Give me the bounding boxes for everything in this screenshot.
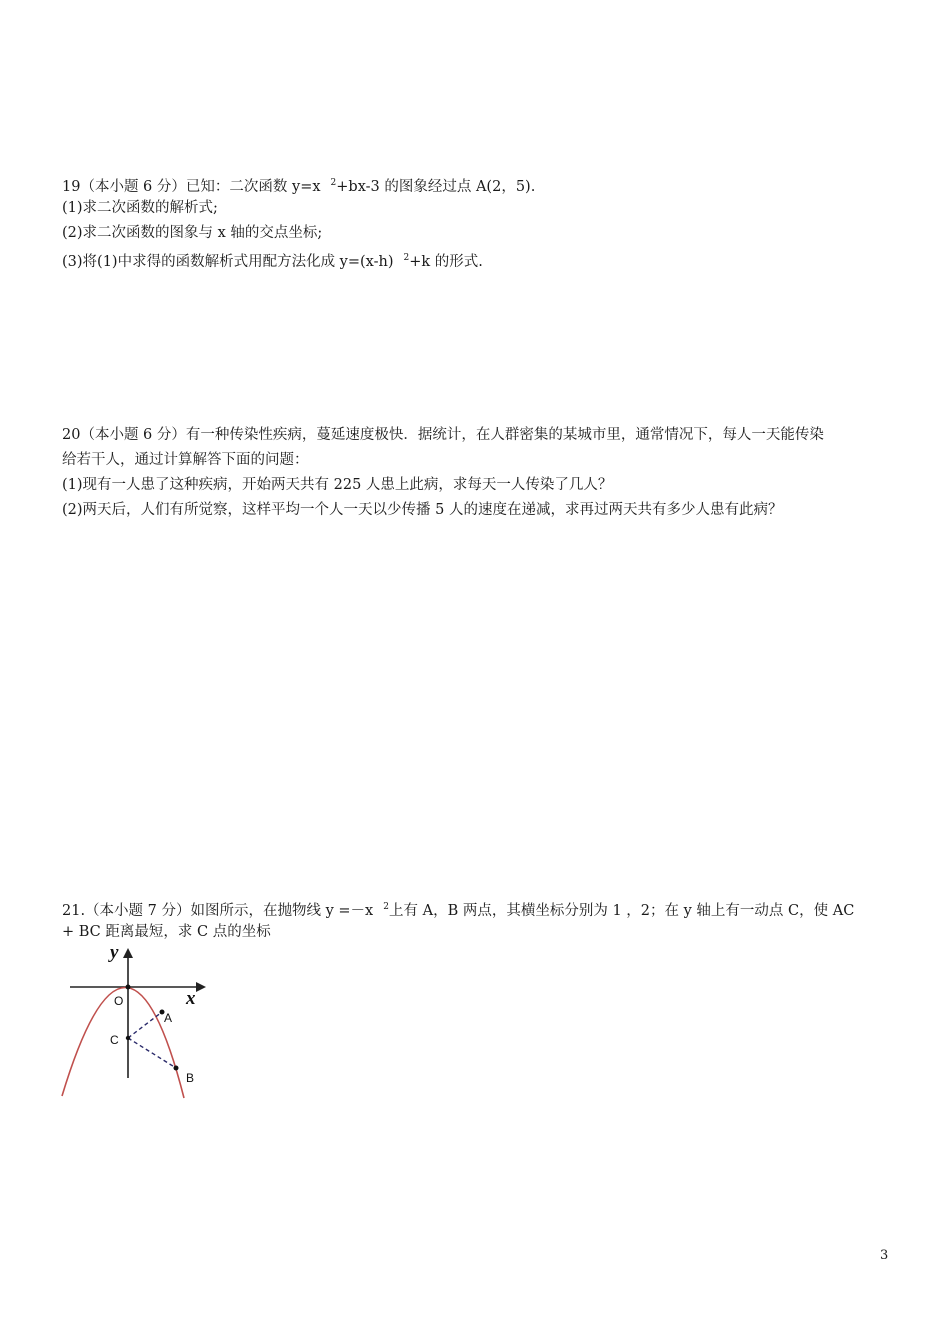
label-a: A xyxy=(164,1011,173,1025)
label-b: B xyxy=(186,1071,195,1085)
parabola-figure xyxy=(58,940,223,1100)
point-c xyxy=(126,1036,130,1040)
page-number: 3 xyxy=(880,1248,889,1263)
label-x: x xyxy=(186,988,196,1009)
q21-line-2: + BC 距离最短，求 C 点的坐标 xyxy=(62,924,271,940)
q19-line-4: (3)将(1)中求得的函数解析式用配方法化成 y=(x-h) $^2$+k 的形式. xyxy=(62,253,483,270)
q19-line-2: (1)求二次函数的解析式; xyxy=(62,200,218,216)
point-o xyxy=(126,985,131,990)
q19-line-1: 19（本小题 6 分）已知：二次函数 y=x $^2$+bx-3 的图象经过点 A(2，5). xyxy=(62,178,536,195)
label-c: C xyxy=(110,1033,119,1047)
q21-line-1: 21.（本小题 7 分）如图所示，在抛物线 y =－x $^2$上有 A，B 两点，其横坐标分别为 1 ，2；在 y 轴上有一动点 C，使 AC xyxy=(62,902,855,919)
label-o: O xyxy=(114,994,124,1008)
q19-line-3: (2)求二次函数的图象与 x 轴的交点坐标; xyxy=(62,225,323,241)
q20-line-3: (1)现有一人患了这种疾病，开始两天共有 225 人患上此病，求每天一人传染了几人？ xyxy=(62,477,613,493)
q20-line-2: 给若干人，通过计算解答下面的问题： xyxy=(62,452,309,468)
q20-line-1: 20（本小题 6 分）有一种传染性疾病，蔓延速度极快．据统计，在人群密集的某城市里，通常情况下，每人一天能传染 xyxy=(62,427,824,443)
label-y: y xyxy=(110,942,119,963)
q20-line-4: (2)两天后，人们有所觉察，这样平均一个人一天以少传播 5 人的速度在递减，求再过两天共有多少人患有此病？ xyxy=(62,502,783,518)
point-b xyxy=(174,1066,179,1071)
